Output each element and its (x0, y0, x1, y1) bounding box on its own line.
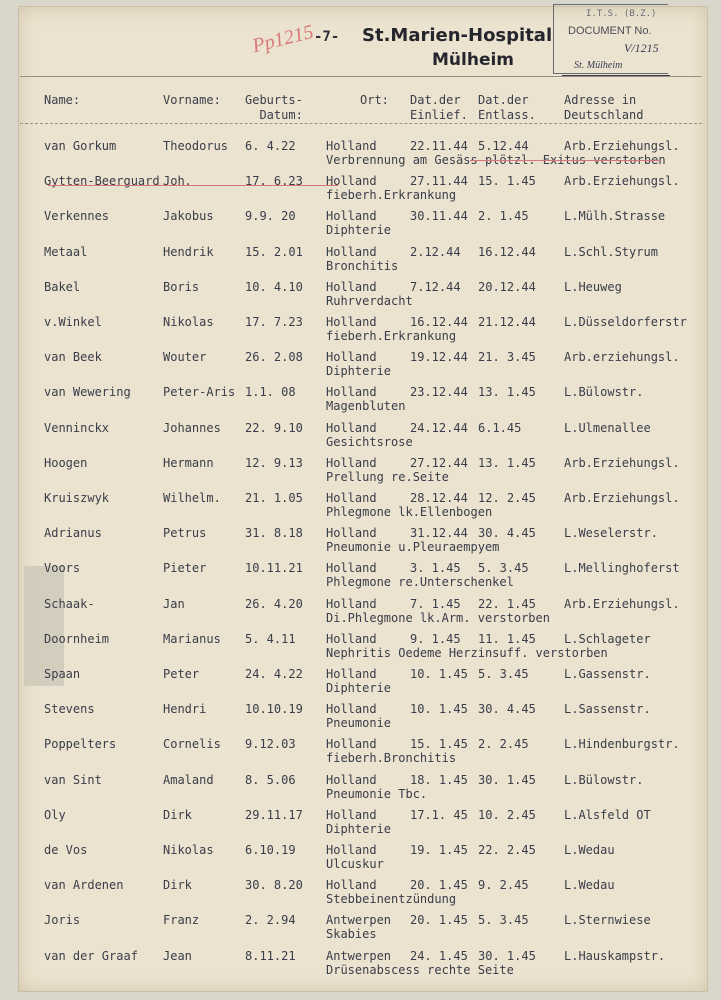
patient-einlief: 30.11.44 (410, 209, 468, 224)
patient-ort: Holland (326, 631, 377, 646)
patient-einlief: 16.12.44 (410, 315, 468, 329)
patient-ort: Holland (326, 209, 377, 224)
patient-vorname: Pieter (163, 561, 207, 576)
patient-name: van Beek (44, 350, 102, 365)
patient-vorname: Hendri (163, 702, 207, 717)
table-row (0, 421, 710, 453)
patient-diagnose: Diphterie (326, 821, 392, 836)
patient-vorname: Nikolas (163, 843, 214, 857)
patient-adresse: Arb.Erziehungsl. (564, 596, 680, 611)
patient-diagnose: Pneumonie (326, 716, 392, 731)
patient-geburtsdatum: 24. 4.22 (245, 667, 303, 681)
stamp-number: V/1215 (624, 41, 659, 55)
patient-diagnose: Di.Phlegmone lk.Arm. verstorben (326, 610, 550, 625)
patient-adresse: L.Bülowstr. (564, 385, 644, 400)
patient-adresse: L.Mülh.Strasse (564, 209, 666, 224)
pencil-note: Pp1215 (250, 20, 316, 58)
patient-geburtsdatum: 2. 2.94 (245, 913, 296, 928)
red-underline (48, 185, 338, 186)
patient-adresse: L.Schl.Styrum (564, 244, 658, 259)
patient-name: Joris (44, 913, 81, 928)
patient-entlass: 2. 1.45 (478, 209, 529, 224)
patient-diagnose: fieberh.Erkrankung (326, 188, 457, 203)
patient-ort: Holland (326, 385, 377, 400)
patient-geburtsdatum: 29.11.17 (245, 807, 303, 822)
table-row (0, 491, 710, 523)
patient-diagnose: Diphterie (326, 223, 392, 238)
header-einlief: Dat.der Einlief. (410, 93, 468, 122)
patient-adresse: L.Sternwiese (564, 913, 651, 928)
table-row (0, 315, 710, 347)
patient-entlass: 30. 1.45 (478, 948, 536, 963)
patient-adresse: L.Ulmenallee (564, 420, 651, 435)
patient-name: Bakel (44, 279, 81, 294)
patient-vorname: Dirk (163, 878, 192, 893)
patient-entlass: 30. 1.45 (478, 772, 536, 787)
patient-entlass: 21.12.44 (478, 315, 536, 329)
table-row (0, 350, 710, 382)
patient-entlass: 20.12.44 (478, 279, 536, 294)
patient-geburtsdatum: 6. 4.22 (245, 139, 296, 153)
patient-geburtsdatum: 30. 8.20 (245, 878, 303, 893)
patient-adresse: Arb.Erziehungsl. (564, 139, 680, 153)
patient-einlief: 20. 1.45 (410, 913, 468, 928)
patient-vorname: Dirk (163, 807, 192, 822)
patient-einlief: 18. 1.45 (410, 772, 468, 787)
table-row (0, 280, 710, 312)
patient-geburtsdatum: 6.10.19 (245, 843, 296, 857)
patient-einlief: 10. 1.45 (410, 702, 468, 717)
patient-diagnose: Bronchitis (326, 258, 399, 273)
patient-geburtsdatum: 8. 5.06 (245, 772, 296, 787)
patient-geburtsdatum: 9.9. 20 (245, 209, 296, 224)
patient-einlief: 15. 1.45 (410, 737, 468, 752)
header-name: Name: (44, 93, 81, 107)
patient-einlief: 7.12.44 (410, 279, 461, 294)
patient-name: Metaal (44, 244, 88, 259)
stamp-place: St. Mülheim (574, 60, 623, 71)
page-number: -7- (314, 29, 340, 45)
patient-adresse: L.Gassenstr. (564, 667, 651, 681)
patient-adresse: L.Düsseldorferstr (564, 315, 687, 329)
patient-diagnose: Diphterie (326, 364, 392, 379)
patient-vorname: Johannes (163, 420, 221, 435)
patient-diagnose: Phlegmone lk.Ellenbogen (326, 505, 493, 519)
table-row (0, 139, 710, 171)
patient-name: Schaak- (44, 596, 95, 611)
patient-name: Hoogen (44, 455, 88, 470)
patient-geburtsdatum: 1.1. 08 (245, 385, 296, 400)
patient-name: Venninckx (44, 420, 110, 435)
patient-vorname: Hendrik (163, 244, 214, 259)
patient-entlass: 2. 2.45 (478, 737, 529, 752)
patient-einlief: 2.12.44 (410, 244, 461, 259)
patient-geburtsdatum: 17. 7.23 (245, 315, 303, 329)
table-row (0, 949, 710, 981)
patient-vorname: Jan (163, 596, 185, 611)
patient-entlass: 5.12.44 (478, 139, 529, 153)
patient-vorname: Theodorus (163, 139, 229, 153)
patient-vorname: Wouter (163, 350, 207, 365)
patient-ort: Holland (326, 244, 377, 259)
patient-name: van Gorkum (44, 139, 117, 153)
patient-vorname: Petrus (163, 526, 207, 541)
patient-diagnose: Verbrennung am Gesäss plötzl. Exitus verstorben (326, 153, 666, 167)
patient-adresse: L.Hindenburgstr. (564, 737, 680, 752)
patient-name: Spaan (44, 667, 81, 681)
patient-ort: Holland (326, 279, 377, 294)
patient-geburtsdatum: 5. 4.11 (245, 631, 296, 646)
patient-einlief: 22.11.44 (410, 139, 468, 153)
patient-entlass: 5. 3.45 (478, 667, 529, 681)
table-row (0, 773, 710, 805)
patient-entlass: 5. 3.45 (478, 561, 529, 576)
patient-entlass: 15. 1.45 (478, 174, 536, 189)
patient-adresse: Arb.Erziehungsl. (564, 491, 680, 505)
patient-entlass: 13. 1.45 (478, 385, 536, 400)
patient-einlief: 20. 1.45 (410, 878, 468, 893)
patient-vorname: Amaland (163, 772, 214, 787)
patient-diagnose: fieberh.Bronchitis (326, 751, 457, 766)
patient-entlass: 10. 2.45 (478, 807, 536, 822)
header-vorname: Vorname: (163, 93, 221, 107)
patient-adresse: Arb.erziehungsl. (564, 350, 680, 365)
patient-entlass: 16.12.44 (478, 244, 536, 259)
patient-entlass: 30. 4.45 (478, 526, 536, 541)
header-divider (20, 123, 702, 124)
patient-geburtsdatum: 26. 2.08 (245, 350, 303, 365)
table-row (0, 843, 710, 875)
patient-entlass: 5. 3.45 (478, 913, 529, 928)
patient-ort: Holland (326, 315, 377, 329)
table-row (0, 561, 710, 593)
patient-vorname: Peter-Aris (163, 385, 236, 400)
patient-einlief: 24. 1.45 (410, 948, 468, 963)
header-entlass: Dat.der Entlass. (478, 93, 536, 122)
patient-einlief: 7. 1.45 (410, 596, 461, 611)
patient-adresse: L.Hauskampstr. (564, 948, 666, 963)
table-row (0, 808, 710, 840)
patient-ort: Holland (326, 667, 377, 681)
patient-ort: Holland (326, 139, 377, 153)
patient-name: Doornheim (44, 631, 110, 646)
patient-name: van der Graaf (44, 948, 138, 963)
patient-diagnose: Prellung re.Seite (326, 469, 449, 484)
patient-diagnose: fieberh.Erkrankung (326, 329, 457, 343)
patient-einlief: 27.12.44 (410, 455, 468, 470)
table-row (0, 702, 710, 734)
patient-vorname: Wilhelm. (163, 491, 221, 505)
hospital-name: St.Marien-Hospital (362, 25, 553, 46)
patient-ort: Holland (326, 702, 377, 717)
patient-entlass: 9. 2.45 (478, 878, 529, 893)
table-row (0, 174, 710, 206)
patient-geburtsdatum: 21. 1.05 (245, 491, 303, 505)
patient-name: v.Winkel (44, 315, 102, 329)
patient-geburtsdatum: 8.11.21 (245, 948, 296, 963)
table-row (0, 526, 710, 558)
patient-vorname: Peter (163, 667, 200, 681)
patient-name: de Vos (44, 843, 88, 857)
patient-einlief: 17.1. 45 (410, 807, 468, 822)
patient-diagnose: Phlegmone re.Unterschenkel (326, 575, 514, 590)
patient-einlief: 27.11.44 (410, 174, 468, 189)
patient-vorname: Cornelis (163, 737, 221, 752)
patient-entlass: 22. 1.45 (478, 596, 536, 611)
patient-geburtsdatum: 12. 9.13 (245, 455, 303, 470)
patient-adresse: Arb.Erziehungsl. (564, 174, 680, 189)
stamp-line2: DOCUMENT No. (568, 25, 652, 37)
header-adresse: Adresse in Deutschland (564, 93, 644, 122)
patient-name: Voors (44, 561, 81, 576)
patient-geburtsdatum: 10.10.19 (245, 702, 303, 717)
patient-adresse: L.Mellinghoferst (564, 561, 680, 576)
header-rule (20, 76, 702, 77)
patient-ort: Holland (326, 455, 377, 470)
patient-adresse: L.Bülowstr. (564, 772, 644, 787)
patient-geburtsdatum: 9.12.03 (245, 737, 296, 752)
patient-entlass: 22. 2.45 (478, 843, 536, 857)
patient-name: Verkennes (44, 209, 110, 224)
patient-vorname: Hermann (163, 455, 214, 470)
table-row (0, 456, 710, 488)
table-row (0, 737, 710, 769)
patient-diagnose: Magenbluten (326, 399, 406, 414)
patient-name: Stevens (44, 702, 95, 717)
patient-adresse: L.Alsfeld OT (564, 807, 651, 822)
patient-diagnose: Nephritis Oedeme Herzinsuff. verstorben (326, 645, 608, 660)
patient-diagnose: Skabies (326, 927, 377, 942)
patient-diagnose: Pneumonie u.Pleuraempyem (326, 540, 500, 555)
patient-name: Kruiszwyk (44, 491, 110, 505)
patient-vorname: Marianus (163, 631, 221, 646)
patient-entlass: 12. 2.45 (478, 491, 536, 505)
patient-entlass: 30. 4.45 (478, 702, 536, 717)
patient-einlief: 31.12.44 (410, 526, 468, 541)
patient-name: Poppelters (44, 737, 117, 752)
patient-geburtsdatum: 17. 6.23 (245, 174, 303, 189)
patient-diagnose: Pneumonie Tbc. (326, 786, 428, 801)
patient-ort: Antwerpen (326, 913, 392, 928)
patient-ort: Holland (326, 772, 377, 787)
patient-einlief: 9. 1.45 (410, 631, 461, 646)
patient-ort: Holland (326, 843, 377, 857)
patient-entlass: 11. 1.45 (478, 631, 536, 646)
patient-vorname: Joh. (163, 174, 192, 189)
patient-diagnose: Gesichtsrose (326, 434, 413, 449)
patient-ort: Holland (326, 491, 377, 505)
patient-geburtsdatum: 15. 2.01 (245, 244, 303, 259)
patient-vorname: Franz (163, 913, 200, 928)
patient-ort: Holland (326, 350, 377, 365)
red-mark (470, 160, 660, 161)
patient-name: Gytten-Beerguard (44, 174, 160, 189)
patient-entlass: 21. 3.45 (478, 350, 536, 365)
patient-diagnose: Ruhrverdacht (326, 293, 413, 308)
patient-ort: Holland (326, 596, 377, 611)
header-geburtsdatum: Geburts- Datum: (245, 93, 303, 122)
patient-vorname: Boris (163, 279, 200, 294)
patient-einlief: 23.12.44 (410, 385, 468, 400)
patient-ort: Holland (326, 561, 377, 576)
patient-geburtsdatum: 10.11.21 (245, 561, 303, 576)
table-row (0, 878, 710, 910)
patient-diagnose: Diphterie (326, 681, 392, 695)
patient-vorname: Jean (163, 948, 192, 963)
patient-adresse: L.Sassenstr. (564, 702, 651, 717)
patient-geburtsdatum: 22. 9.10 (245, 420, 303, 435)
table-row (0, 597, 710, 629)
patient-einlief: 3. 1.45 (410, 561, 461, 576)
patient-geburtsdatum: 26. 4.20 (245, 596, 303, 611)
patient-diagnose: Drüsenabscess rechte Seite (326, 962, 514, 977)
city-name: Mülheim (432, 50, 515, 70)
patient-vorname: Jakobus (163, 209, 214, 224)
patient-name: van Sint (44, 772, 102, 787)
patient-ort: Holland (326, 878, 377, 893)
patient-geburtsdatum: 10. 4.10 (245, 279, 303, 294)
patient-adresse: L.Heuweg (564, 279, 622, 294)
patient-ort: Holland (326, 737, 377, 752)
patient-ort: Holland (326, 174, 377, 189)
patient-diagnose: Stebbeinentzündung (326, 892, 457, 907)
patient-adresse: L.Wedau (564, 843, 615, 857)
patient-ort: Holland (326, 526, 377, 541)
patient-ort: Antwerpen (326, 948, 392, 963)
table-row (0, 667, 710, 699)
table-row (0, 245, 710, 277)
patient-einlief: 19.12.44 (410, 350, 468, 365)
patient-einlief: 28.12.44 (410, 491, 468, 505)
stamp-line1: I.T.S. (B.Z.) (586, 9, 657, 19)
patient-ort: Holland (326, 807, 377, 822)
table-row (0, 385, 710, 417)
patient-diagnose: Ulcuskur (326, 857, 384, 871)
patient-name: Adrianus (44, 526, 102, 541)
patient-entlass: 13. 1.45 (478, 455, 536, 470)
patient-einlief: 19. 1.45 (410, 843, 468, 857)
patient-name: van Wewering (44, 385, 131, 400)
its-stamp (553, 4, 668, 74)
header-ort: Ort: (360, 93, 389, 107)
table-row (0, 632, 710, 664)
table-row (0, 209, 710, 241)
patient-entlass: 6.1.45 (478, 420, 522, 435)
patient-ort: Holland (326, 420, 377, 435)
patient-geburtsdatum: 31. 8.18 (245, 526, 303, 541)
patient-einlief: 10. 1.45 (410, 667, 468, 681)
patient-name: Oly (44, 807, 66, 822)
patient-einlief: 24.12.44 (410, 420, 468, 435)
patient-adresse: L.Wedau (564, 878, 615, 893)
patient-vorname: Nikolas (163, 315, 214, 329)
table-row (0, 913, 710, 945)
patient-name: van Ardenen (44, 878, 124, 893)
patient-adresse: L.Weselerstr. (564, 526, 658, 541)
patient-adresse: Arb.Erziehungsl. (564, 455, 680, 470)
patient-adresse: L.Schlageter (564, 631, 651, 646)
